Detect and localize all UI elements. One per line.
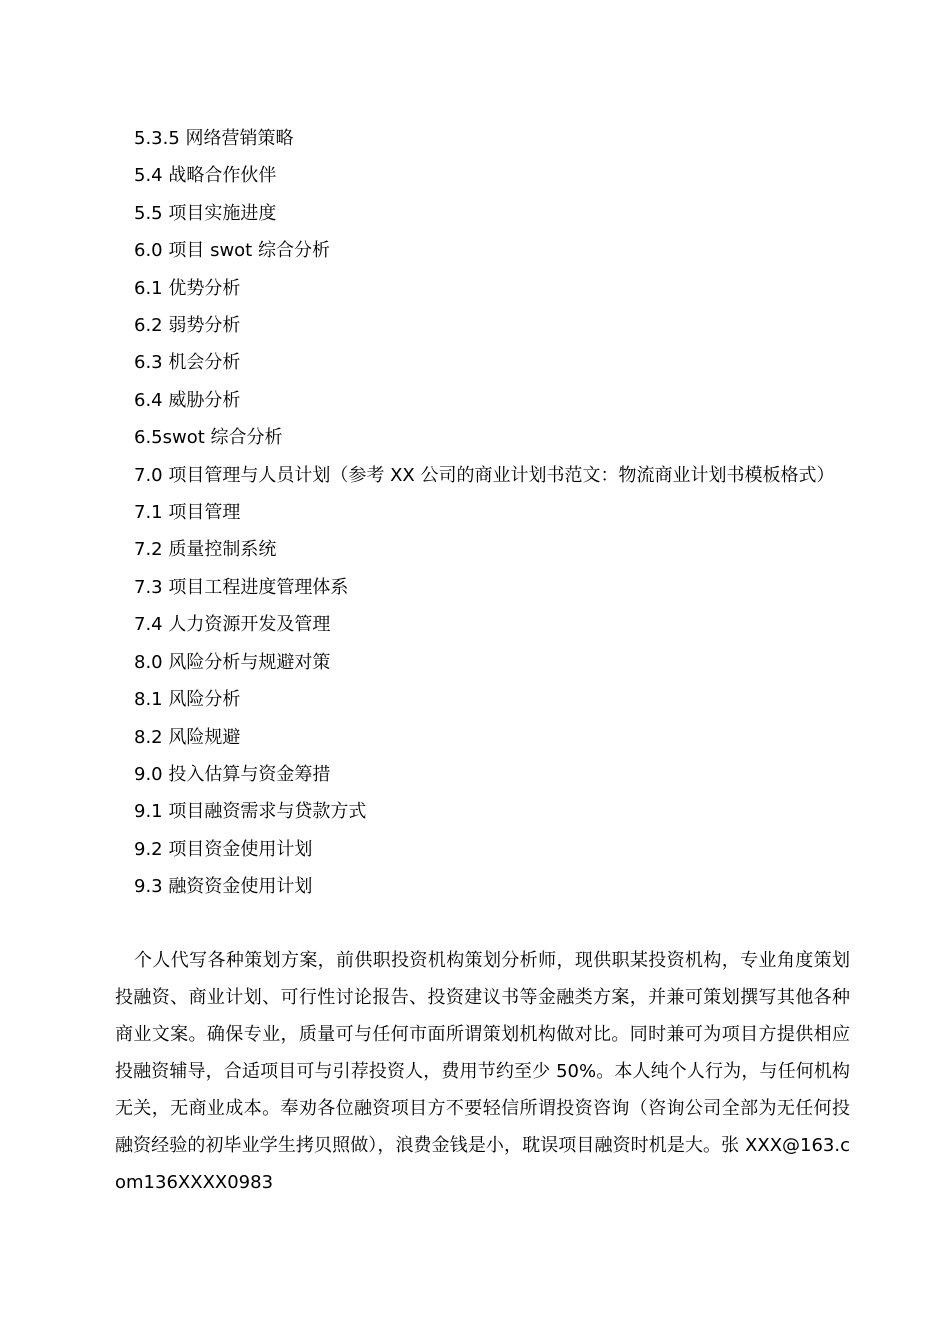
toc-item: 9.3 融资资金使用计划: [134, 876, 313, 898]
toc-item: 6.0 项目 swot 综合分析: [134, 240, 330, 262]
toc-item: 9.2 项目资金使用计划: [134, 838, 313, 860]
toc-item: 8.2 风险规避: [134, 726, 241, 748]
toc-item: 6.5swot 综合分析: [134, 427, 283, 449]
table-of-contents: [115, 120, 850, 906]
toc-item: 6.4 威胁分析: [134, 389, 241, 411]
toc-item: 7.0 项目管理与人员计划（参考 XX 公司的商业计划书范文：物流商业计划书模板格式）: [134, 464, 835, 486]
toc-item: 9.1 项目融资需求与贷款方式: [134, 801, 367, 823]
toc-item: 9.0 投入估算与资金筹措: [134, 763, 331, 785]
toc-item: 8.1 风险分析: [134, 689, 241, 711]
toc-item: 6.2 弱势分析: [134, 315, 241, 337]
toc-item: 8.0 风险分析与规避对策: [134, 651, 331, 673]
body-paragraph: 个人代写各种策划方案，前供职投资机构策划分析师，现供职某投资机构，专业角度策划投融资、商业计划、可行性讨论报告、投资建议书等金融类方案，并兼可策划撰写其他各种商业文案。确保专业，质量可与任何市面所谓策划机构做对比。同时兼可为项目方提供相应投融资辅导，合适项目可与引荐投资人，费用节约至少 50%。本人纯个人行为，与任何机构无关，无商业成本。奉劝各位融资项目方不要轻信所谓投资咨询（咨询公司全部为无任何投融资经验的初毕业学生拷贝照做），浪费金钱是小，耽误项目融资时机是大。张 XXX@163.com136XXXX0983: [115, 950, 850, 1193]
toc-item: 5.3.5 网络营销策略: [134, 128, 294, 149]
toc-item: 6.3 机会分析: [134, 352, 241, 374]
toc-item: 5.5 项目实施进度: [134, 202, 277, 224]
toc-item: 7.2 质量控制系统: [134, 539, 277, 561]
toc-item: 7.4 人力资源开发及管理: [134, 614, 331, 636]
toc-item: 5.4 战略合作伙伴: [134, 165, 277, 187]
toc-item: 7.3 项目工程进度管理体系: [134, 576, 349, 598]
toc-item: 6.1 优势分析: [134, 277, 241, 299]
toc-item: 7.1 项目管理: [134, 502, 241, 524]
